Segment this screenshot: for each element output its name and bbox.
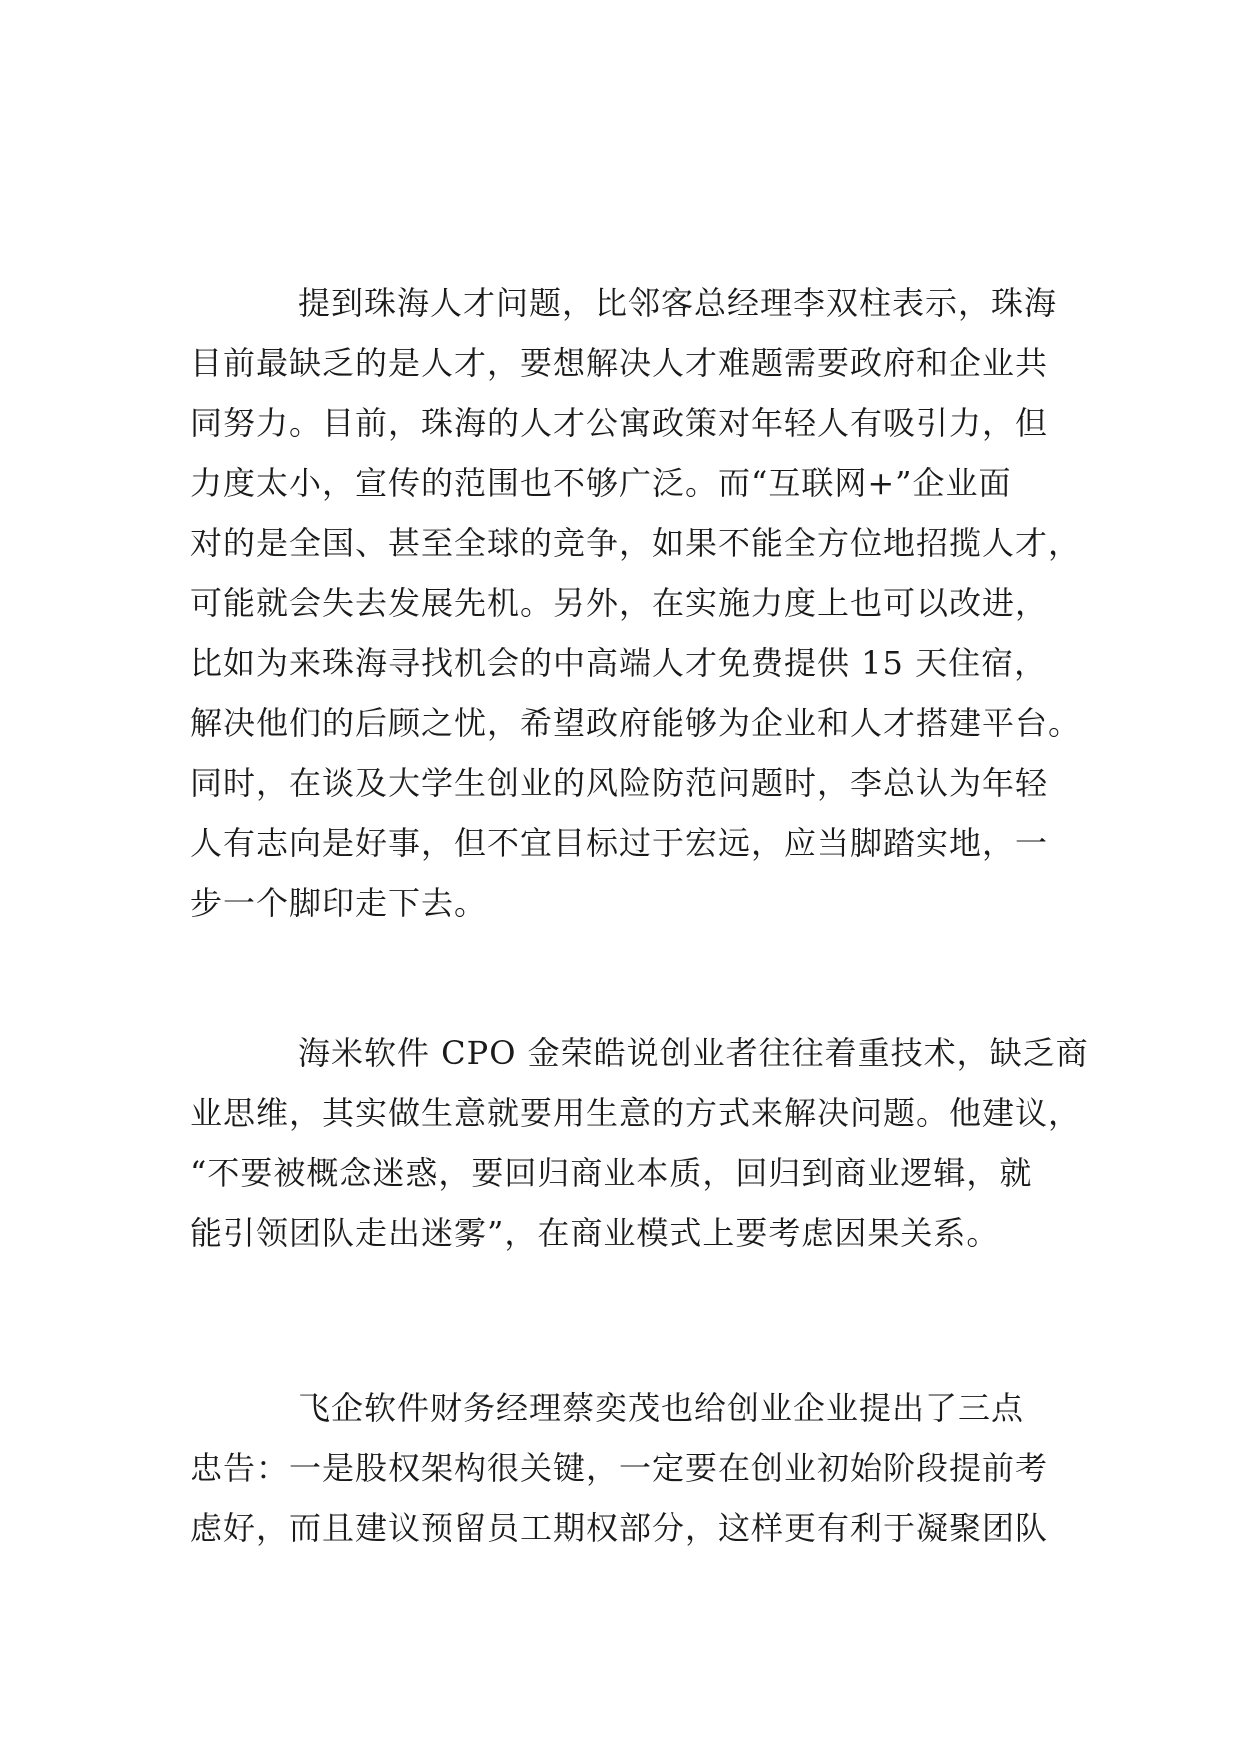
paragraph-talent-issue (190, 273, 1082, 933)
text-line: 能引领团队走出迷雾”，在商业模式上要考虑因果关系。 (190, 1214, 1000, 1252)
text-line: 人有志向是好事，但不宜目标过于宏远，应当脚踏实地，一 (190, 824, 1049, 862)
text-line: 目前最缺乏的是人才，要想解决人才难题需要政府和企业共 (190, 344, 1049, 382)
text-line: 可能就会失去发展先机。另外，在实施力度上也可以改进， (190, 584, 1049, 622)
text-line: 业思维，其实做生意就要用生意的方式来解决问题。他建议， (190, 1094, 1082, 1132)
text-line: 忠告：一是股权架构很关键，一定要在创业初始阶段提前考 (190, 1449, 1049, 1487)
text-line: 提到珠海人才问题，比邻客总经理李双柱表示，珠海 (298, 284, 1058, 322)
text-line: 同努力。目前，珠海的人才公寓政策对年轻人有吸引力，但 (190, 404, 1049, 442)
text-line: 力度太小，宣传的范围也不够广泛。而“互联网+”企业面 (190, 464, 1012, 502)
text-line: “不要被概念迷惑，要回归商业本质，回归到商业逻辑，就 (190, 1154, 1033, 1192)
paragraph-business-thinking (190, 1023, 1089, 1263)
text-line: 解决他们的后顾之忧，希望政府能够为企业和人才搭建平台。 (190, 704, 1082, 742)
text-line: 对的是全国、甚至全球的竞争，如果不能全方位地招揽人才， (190, 524, 1082, 562)
paragraph-three-advices (190, 1378, 1050, 1558)
text-line: 同时，在谈及大学生创业的风险防范问题时，李总认为年轻 (190, 764, 1049, 802)
text-line: 步一个脚印走下去。 (190, 884, 488, 922)
text-line: 海米软件 CPO 金荣皓说创业者往往着重技术，缺乏商 (298, 1034, 1089, 1072)
text-line: 虑好，而且建议预留员工期权部分，这样更有利于凝聚团队 (190, 1509, 1049, 1547)
text-line: 比如为来珠海寻找机会的中高端人才免费提供 15 天住宿， (190, 644, 1048, 682)
text-line: 飞企软件财务经理蔡奕茂也给创业企业提出了三点 (298, 1389, 1025, 1427)
